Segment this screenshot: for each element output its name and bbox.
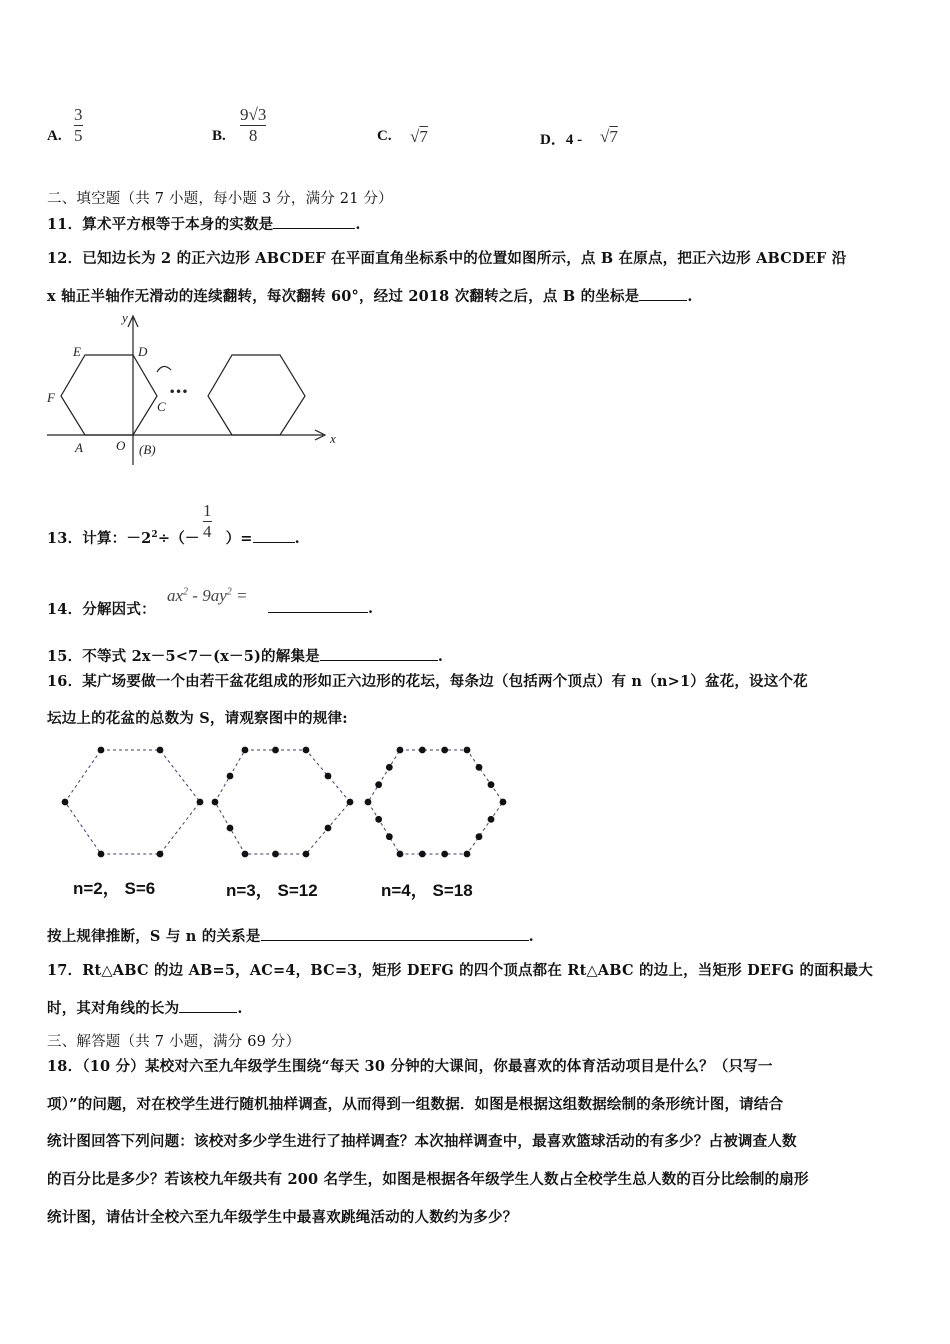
hexagon-rolling-figure (45, 310, 345, 470)
flower-pot-dot (303, 747, 310, 754)
flower-pot-dot (488, 816, 495, 823)
q18-line3: 统计图回答下列问题：该校对多少学生进行了抽样调查？本次抽样调查中，最喜欢篮球活动的有多少？占被调查人数 (47, 1133, 797, 1150)
hexagon-rolled (208, 355, 305, 435)
option-b-fraction: 9√3 8 (240, 105, 267, 145)
q14-blank: . (268, 598, 373, 617)
q18-line2: 项）”的问题，对在校学生进行随机抽样调查，从而得到一组数据．如图是根据这组数据绘制的条形统计图，请结合 (47, 1096, 784, 1113)
flower-pot-dot (419, 747, 426, 754)
flower-pot-dot (397, 851, 404, 858)
hexagon-n2 (65, 750, 200, 854)
label-f: F (47, 390, 55, 405)
caption-n4: n=4， S=18 (381, 881, 473, 900)
q18-line1: 18．（10 分）某校对六至九年级学生围绕“每天 30 分钟的大课间，你最喜欢的体育活动项目是什么？（只写一 (47, 1058, 773, 1075)
q14: 14．分解因式： (47, 601, 156, 618)
q12-line2: x 轴正半轴作无滑动的连续翻转，每次翻转 60°，经过 2018 次翻转之后，点 B 的坐标是 . (47, 288, 693, 305)
label-x: x (330, 431, 336, 446)
flower-pot-dot (500, 799, 507, 806)
q11: 11．算术平方根等于本身的实数是 . (47, 216, 361, 233)
caption-n2: n=2， S=6 (73, 879, 156, 898)
flower-pot-dot (397, 747, 404, 754)
label-o: O (116, 438, 126, 453)
option-c-label: C. (377, 128, 392, 144)
flower-pot-dot (197, 799, 204, 806)
q16-line2: 坛边上的花盆的总数为 S，请观察图中的规律: (47, 710, 348, 727)
flower-pot-dot (441, 747, 448, 754)
flower-pot-dot (325, 773, 332, 780)
flower-pot-dot (476, 833, 483, 840)
flower-pot-dot (375, 816, 382, 823)
q18-line4: 的百分比是多少？若该校九年级共有 200 名学生，如图是根据各年级学生人数占全校学生总人数的百分比绘制的扇形 (47, 1171, 809, 1188)
option-d-radical: √7 (600, 127, 618, 146)
flower-pot-dot (419, 851, 426, 858)
flower-pot-dot (242, 851, 249, 858)
label-b: (B) (139, 442, 156, 457)
flower-pot-dot (272, 747, 279, 754)
q13-fraction: 1 4 (203, 501, 212, 541)
flower-pot-dot (464, 747, 471, 754)
q14-expression: $ax^2 - 9ay^2$ = (167, 586, 248, 605)
q15: 15．不等式 2x－5<7－(x－5)的解集是 . (47, 648, 444, 665)
flower-pot-dot (476, 764, 483, 771)
flower-pot-dot (488, 781, 495, 788)
q18-line5: 统计图，请估计全校六至九年级学生中最喜欢跳绳活动的人数约为多少？ (47, 1209, 518, 1226)
flower-pot-dot (303, 851, 310, 858)
section2-title: 二、填空题（共 7 小题，每小题 3 分，满分 21 分） (47, 191, 393, 207)
flower-pot-dot (365, 799, 372, 806)
label-c: C (157, 399, 166, 414)
flower-pot-dot (242, 747, 249, 754)
q17-line2: 时，其对角线的长为 . (47, 1000, 243, 1017)
rotation-arrow-icon (157, 366, 171, 372)
section3-title: 三、解答题（共 7 小题，满分 69 分） (47, 1034, 301, 1050)
flower-pot-dot (157, 747, 164, 754)
option-a-fraction: 3 5 (74, 105, 83, 145)
flower-pot-dot (464, 851, 471, 858)
hexagon-n3 (215, 750, 350, 854)
label-e: E (73, 344, 81, 359)
flower-pot-dot (375, 781, 382, 788)
flower-pot-dot (325, 825, 332, 832)
flower-pot-dot (386, 833, 393, 840)
flower-pot-dot (347, 799, 354, 806)
flower-pot-dot (441, 851, 448, 858)
option-c-radical: √7 (410, 127, 428, 146)
label-a: A (75, 440, 83, 455)
option-d-label: D．4 - (540, 132, 583, 148)
flower-pot-dot (227, 825, 234, 832)
q16-after: 按上规律推断，S 与 n 的关系是 . (47, 928, 534, 945)
flower-pot-dot (157, 851, 164, 858)
option-b-label: B. (212, 128, 226, 144)
q17-line1: 17．Rt△ABC 的边 AB=5，AC=4，BC=3，矩形 DEFG 的四个顶点都在 Rt△ABC 的边上，当矩形 DEFG 的面积最大 (47, 962, 873, 979)
q16-line1: 16．某广场要做一个由若干盆花组成的形如正六边形的花坛，每条边（包括两个顶点）有 n（n>1）盆花，设这个花 (47, 673, 808, 690)
option-a-label: A. (47, 128, 62, 144)
flower-pot-dot (272, 851, 279, 858)
hexagon-abcdef (61, 355, 157, 435)
ellipsis-dots: ••• (169, 387, 189, 398)
q12-line1: 12．已知边长为 2 的正六边形 ABCDEF 在平面直角坐标系中的位置如图所示，点 B 在原点，把正六边形 ABCDEF 沿 (47, 250, 847, 267)
label-y: y (122, 310, 128, 325)
label-d: D (138, 344, 148, 359)
flower-pot-dot (98, 851, 105, 858)
flower-pot-dot (212, 799, 219, 806)
caption-n3: n=3， S=12 (226, 881, 318, 900)
flower-hexagons-figure (55, 740, 515, 865)
q13: 13．计算：$-2^2\div(-$ ）= . (47, 530, 300, 547)
flower-pot-dot (227, 773, 234, 780)
flower-pot-dot (62, 799, 69, 806)
flower-pot-dot (98, 747, 105, 754)
flower-pot-dot (386, 764, 393, 771)
